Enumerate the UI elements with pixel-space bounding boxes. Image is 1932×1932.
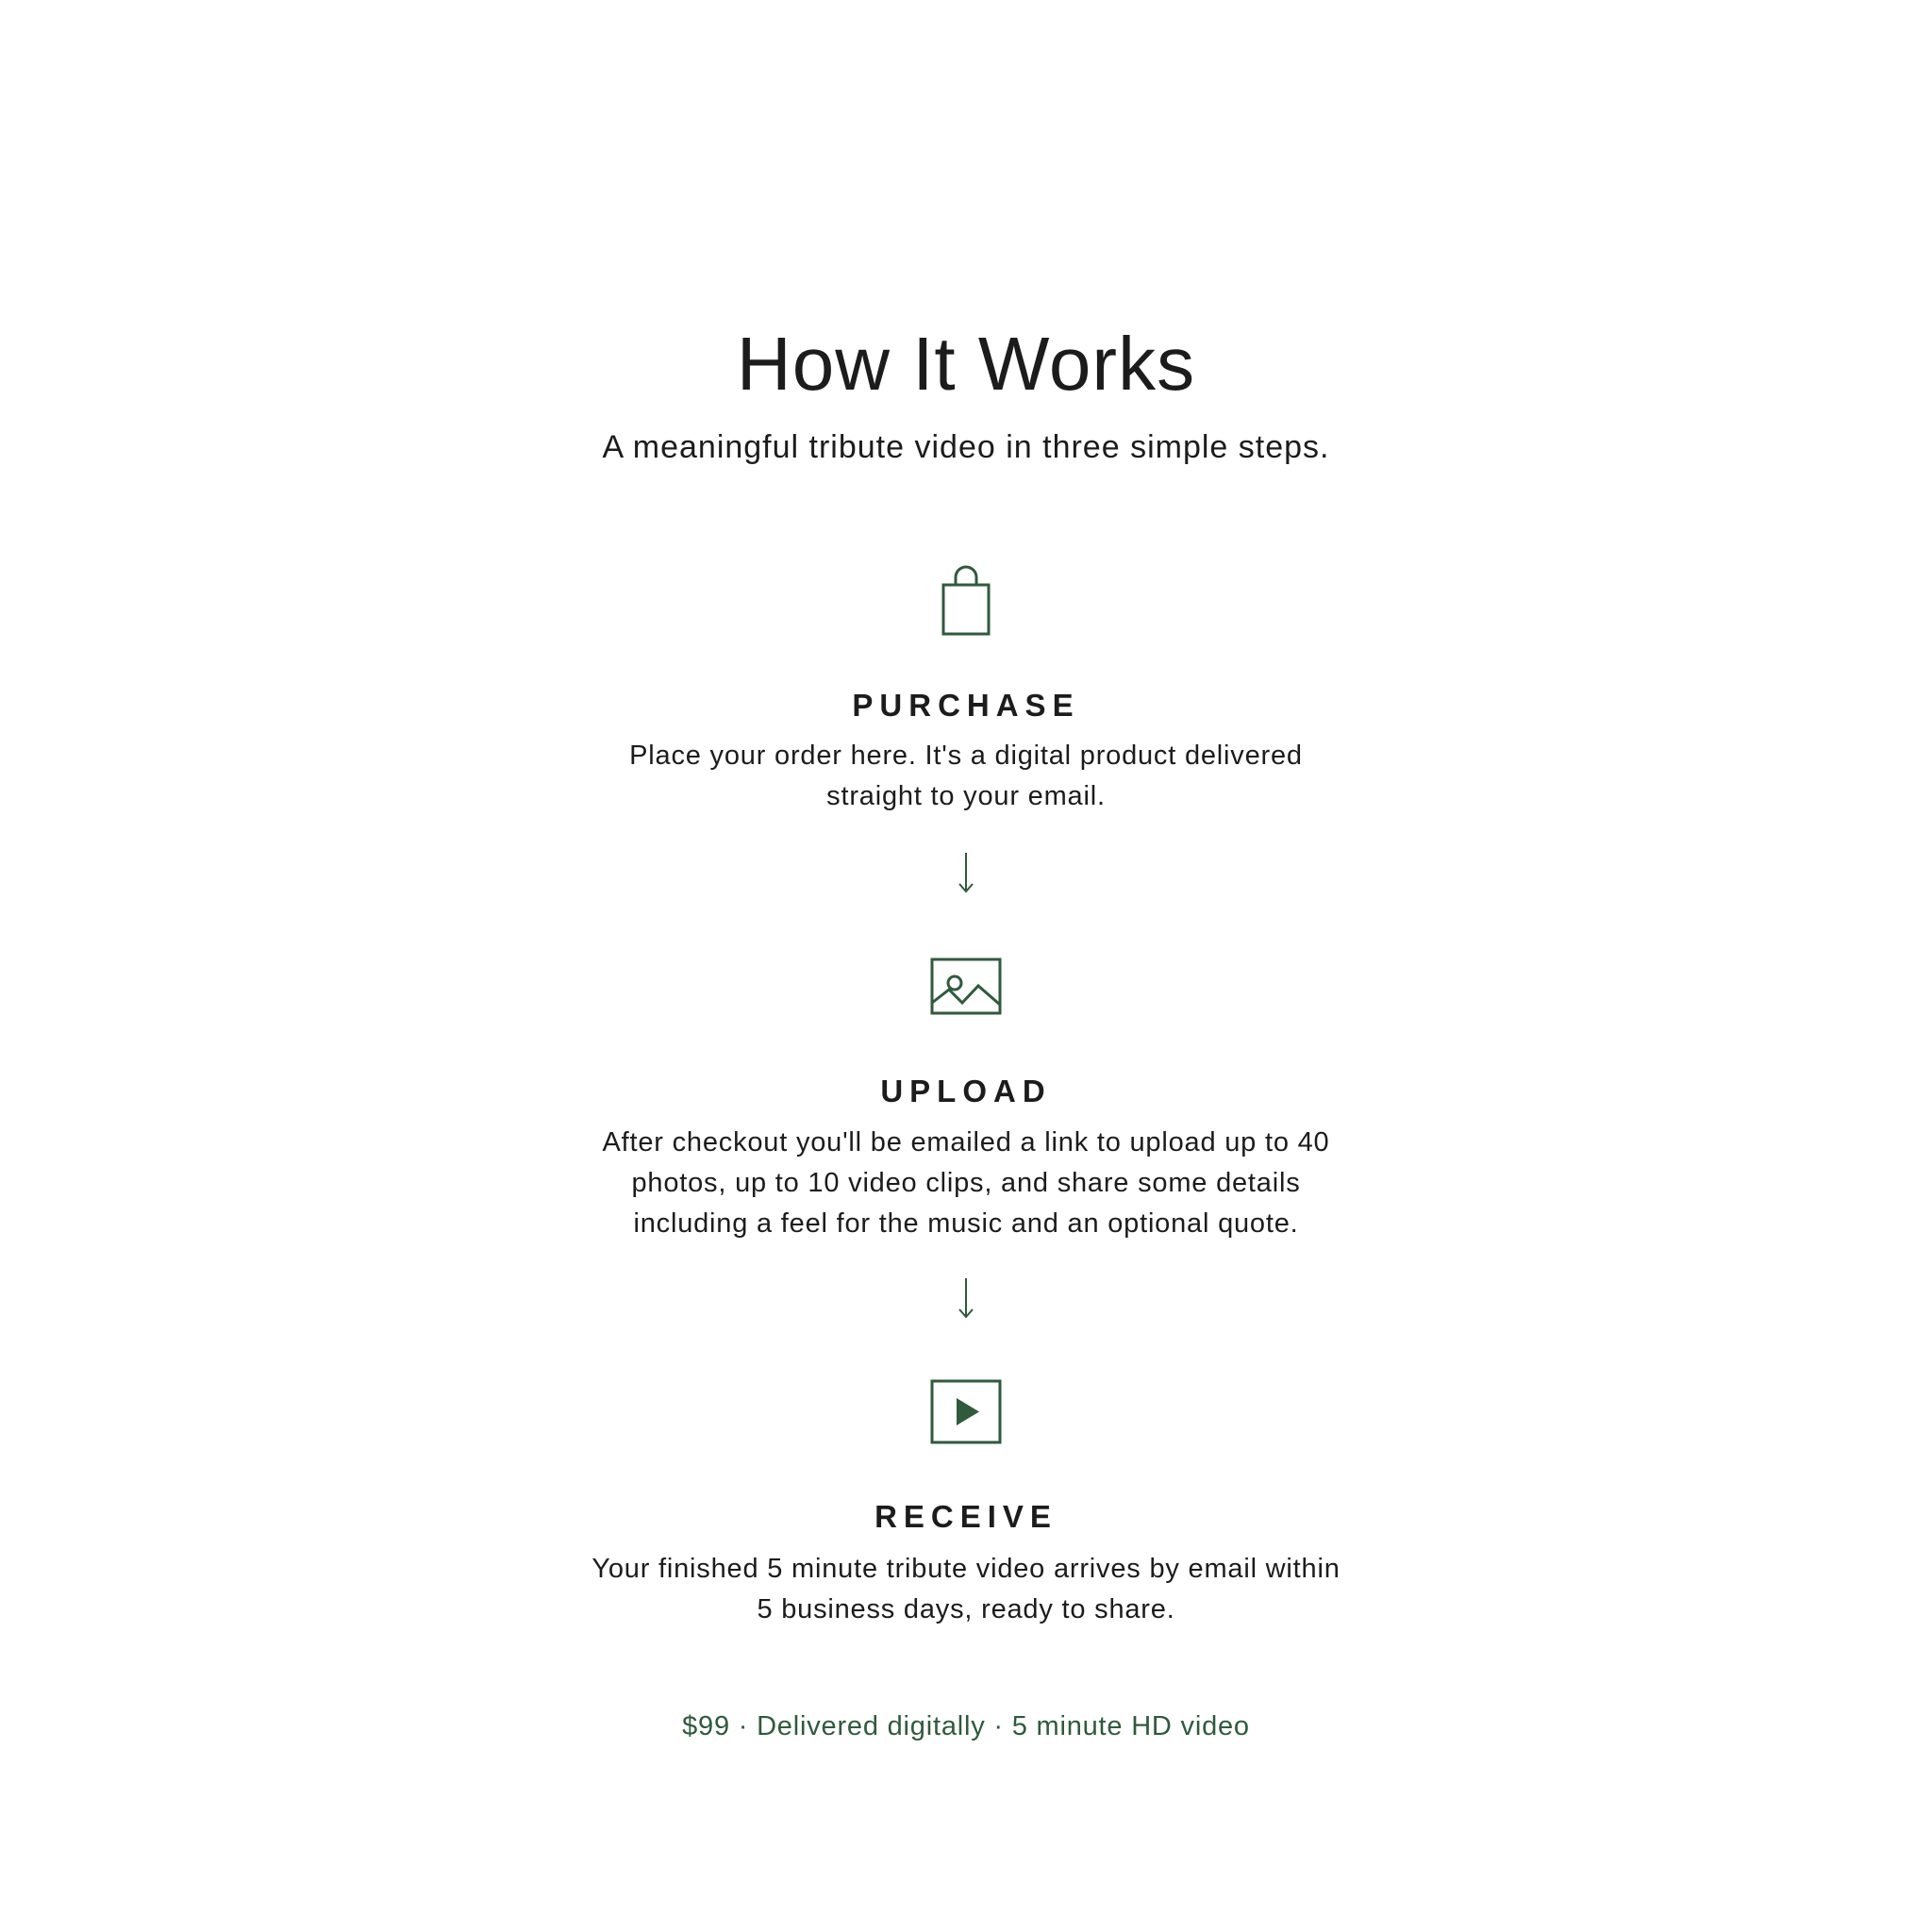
step-description-line: 5 business days, ready to share. [757,1594,1175,1624]
step-description-upload [0,1123,1932,1244]
step-description-receive [0,1549,1932,1630]
step-title-purchase: PURCHASE [852,688,1080,723]
page-subtitle: A meaningful tribute video in three simple steps. [602,429,1330,465]
step-description-line: including a feel for the music and an optional quote. [633,1208,1299,1239]
step-title-receive: RECEIVE [874,1499,1058,1534]
play-video-icon [928,1373,1004,1448]
step-description-line: Your finished 5 minute tribute video arrives by email within [591,1554,1341,1584]
step-title-upload: UPLOAD [880,1074,1052,1108]
page-title: How It Works [736,322,1196,406]
arrow-down-icon [952,849,980,896]
pricing-note: $99 · Delivered digitally · 5 minute HD video [682,1711,1250,1741]
step-description-line: photos, up to 10 video clips, and share some details [631,1168,1301,1198]
step-description-line: straight to your email. [826,781,1106,811]
image-icon [928,948,1004,1024]
shopping-bag-icon [928,564,1004,640]
step-description-line: After checkout you'll be emailed a link to upload up to 40 [602,1127,1330,1158]
step-description-purchase [0,736,1932,817]
arrow-down-icon [952,1274,980,1322]
step-description-line: Place your order here. It's a digital product delivered [629,741,1303,771]
